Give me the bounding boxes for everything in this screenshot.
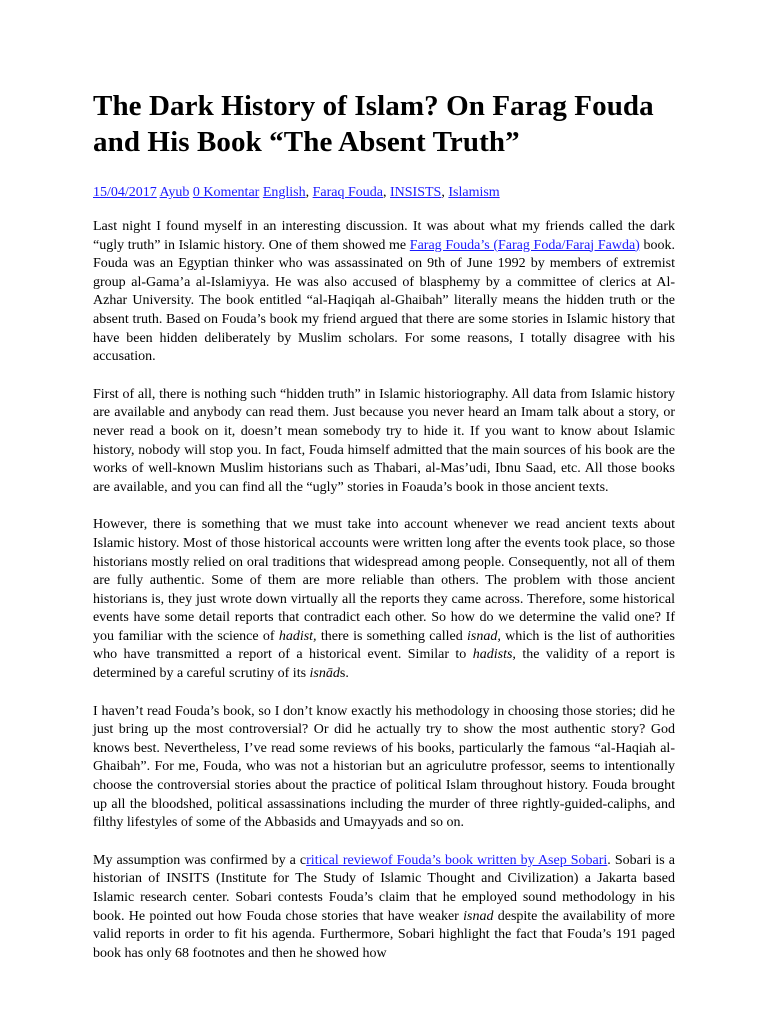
author-link[interactable]: Ayub — [159, 185, 190, 200]
paragraph-1: Last night I found myself in an interesting discussion. It was about what my friends called the dark “ugly truth” in Islamic history. One of them showed me Farag Fouda’s (Farag Foda/Faraj Fawda) book. Fouda was an Egyptian thinker who was assassinated on 9th of June 1992 by members of extremist group al-Gama’a al-Islamiyya. He was also accused of blasphemy by a committee of clerics at Al-Azhar University. The book entitled “al-Haqiqah al-Ghaibah” literally means the hidden truth or the absent truth. Based on Fouda’s book my friend argued that there are some stories in Islamic history that have been hidden deliberately by Muslim scholars. For some reasons, I totally disagree with his accusation. — [93, 219, 675, 365]
comments-link[interactable]: 0 Komentar — [192, 185, 260, 200]
term-isnads: isnād — [309, 666, 340, 682]
tag-link-english[interactable]: English — [262, 185, 306, 200]
term-hadists: hadists, — [472, 647, 516, 663]
term-isnad: isnad, — [466, 628, 501, 644]
term-hadist: hadist, — [278, 628, 317, 644]
paragraph-2: First of all, there is nothing such “hidden truth” in Islamic historiography. All data from Islamic history are available and anybody can read them. Just because you never heard an Imam talk about a story, or never read a book on it, doesn’t mean somebody try to hide it. If you want to know about Islamic history, nobody will stop you. In fact, Fouda himself admitted that the main sources of his book are the works of well-known Muslim historians such as Thabari, al-Mas’udi, Ibnu Saad, etc. All those books are available, and you can find all the “ugly” stories in Foauda’s book in those ancient texts. — [93, 386, 675, 495]
article-body — [93, 218, 675, 963]
article — [93, 88, 675, 982]
tag-link-faraq-fouda[interactable]: Faraq Fouda — [312, 185, 383, 200]
paragraph-3: However, there is something that we must take into account whenever we read ancient texts about Islamic history. Most of those historical accounts were written long after the events took place, so those historians mostly relied on oral traditions that widespread among people. Consequently, not all of them are fully authentic. Some of them are more reliable than others. The problem with those ancient historians is, they just wrote down virtually all the reports they came across. Therefore, some historical events have some detail reports that contradict each other. So how do we determine the valid one? If you familiar with the science of hadist, there is something called isnad, which is the list of authorities who have transmitted a report of a historical event. Similar to hadists, the validity of a report is determined by a careful scrutiny of its isnāds. — [93, 517, 675, 682]
paragraph-4: I haven’t read Fouda’s book, so I don’t know exactly his methodology in choosing those stories; did he just bring up the most controversial? Or did he actually try to show the most authentic story? God knows best. Nevertheless, I’ve read some reviews of his books, particularly the famous “al-Haqiah al-Ghaibah”. For me, Fouda, who was not a historian but an agriculutre professor, seems to intentionally choose the controversial stories about the practice of political Islam throughout history. Fouda brought up all the bloodshed, political assassinations including the murder of three rightly-guided-caliphs, and filthy lifestyles of some of the Abbasids and Umayyads and so on. — [93, 703, 675, 831]
article-title: The Dark History of Islam? On Farag Fouda and His Book “The Absent Truth” — [93, 90, 654, 158]
term-isnad-2: isnad — [463, 908, 494, 924]
post-date-link[interactable]: 15/04/2017 — [93, 185, 157, 200]
critical-review-link[interactable]: ritical reviewof Fouda’s book written by Asep Sobari — [306, 852, 608, 868]
tag-link-islamism[interactable]: Islamism — [448, 185, 500, 200]
paragraph-5: My assumption was confirmed by a critical reviewof Fouda’s book written by Asep Sobari. Sobari is a historian of INSITS (Institute for The Study of Islamic Thought and Civilization) a Jakarta based Islamic research center. Sobari contests Fouda’s claim that he employed sound methodology in his book. He pointed out how Fouda chose stories that have weaker isnad despite the availability of more valid reports in order to fit his agenda. Furthermore, Sobari highlight the fact that Fouda’s 191 paged book has only 68 footnotes and then he showed how — [93, 852, 675, 961]
tag-link-insists[interactable]: INSISTS — [390, 185, 442, 200]
post-meta: 15/04/2017 Ayub 0 Komentar English, Faraq Fouda, INSISTS, Islamism — [93, 185, 500, 200]
farag-fouda-link[interactable]: Farag Fouda’s (Farag Foda/Faraj Fawda) — [409, 237, 640, 253]
